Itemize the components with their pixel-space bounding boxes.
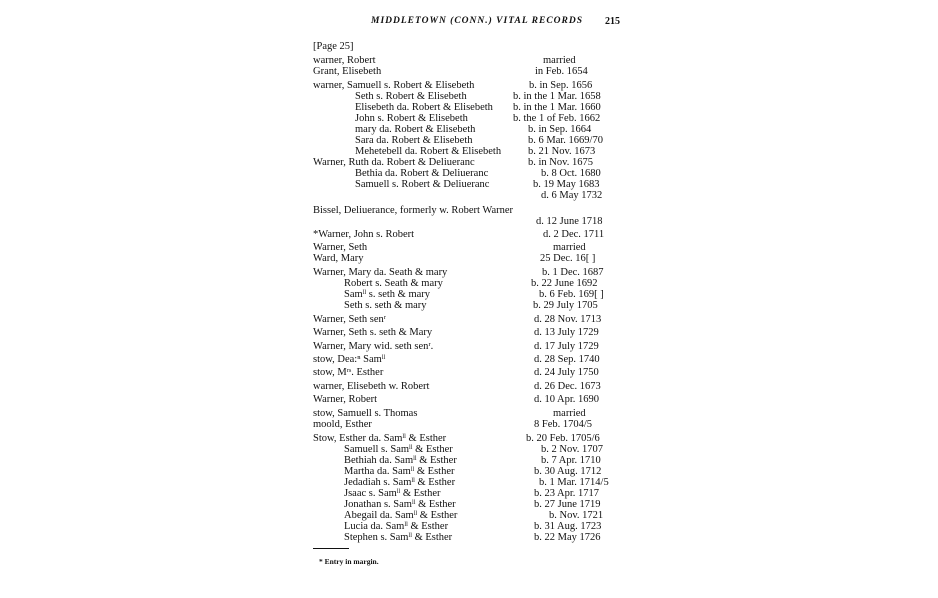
page-number: 215 bbox=[605, 16, 620, 27]
entry-event: b. in Sep. 1656 bbox=[529, 80, 593, 91]
entry-name: Martha da. Samˡˡ & Esther bbox=[344, 466, 455, 477]
entry-event: married bbox=[553, 408, 586, 419]
entry-event: 8 Feb. 1704/5 bbox=[534, 419, 593, 430]
entry-event: in Feb. 1654 bbox=[535, 66, 588, 77]
entry-name: Warner, Robert bbox=[313, 394, 378, 405]
entry-name: Stow, Esther da. Samˡˡ & Esther bbox=[313, 433, 447, 444]
entry-name: stow, Mʳˢ. Esther bbox=[313, 367, 384, 378]
entry-event: b. 21 Nov. 1673 bbox=[528, 146, 596, 157]
entry-event: b. 22 May 1726 bbox=[534, 532, 601, 543]
entry-name: Warner, Seth senʳ bbox=[313, 314, 387, 325]
entry-name: stow, Dea:ⁿ Samˡˡ bbox=[313, 354, 386, 365]
entry-name: Warner, Seth bbox=[313, 242, 368, 253]
entry-name: Bethia da. Robert & Deliueranc bbox=[355, 168, 489, 179]
entry-event: b. 31 Aug. 1723 bbox=[534, 521, 602, 532]
entry-event: d. 2 Dec. 1711 bbox=[543, 229, 605, 240]
entry-name: Warner, Mary da. Seath & mary bbox=[313, 267, 448, 278]
entry-event: d. 10 Apr. 1690 bbox=[534, 394, 600, 405]
entry-name: John s. Robert & Elisebeth bbox=[355, 113, 468, 124]
entry-event: b. 6 Feb. 169[ ] bbox=[539, 289, 604, 300]
entry-event: b. in the 1 Mar. 1658 bbox=[513, 91, 601, 102]
entry-name: Sara da. Robert & Elisebeth bbox=[355, 135, 473, 146]
entry-event: b. the 1 of Feb. 1662 bbox=[513, 113, 601, 124]
entry-name: Elisebeth da. Robert & Elisebeth bbox=[355, 102, 493, 113]
entry-event: d. 17 July 1729 bbox=[534, 341, 599, 352]
entry-name: Warner, Seth s. seth & Mary bbox=[313, 327, 433, 338]
entry-event: b. 1 Dec. 1687 bbox=[542, 267, 604, 278]
entry-name: Bissel, Deliuerance, formerly w. Robert Warner bbox=[313, 205, 514, 216]
entry-name: Jonathan s. Samˡˡ & Esther bbox=[344, 499, 456, 510]
entry-event: b. 2 Nov. 1707 bbox=[541, 444, 604, 455]
entry-event: b. in Nov. 1675 bbox=[528, 157, 593, 168]
entry-name: Ward, Mary bbox=[313, 253, 364, 264]
entry-name: Abegail da. Samˡˡ & Esther bbox=[344, 510, 458, 521]
entry-event: d. 26 Dec. 1673 bbox=[534, 381, 601, 392]
entry-name: warner, Elisebeth w. Robert bbox=[313, 381, 430, 392]
entry-event: d. 28 Nov. 1713 bbox=[534, 314, 602, 325]
entry-name: Samuell s. Samˡˡ & Esther bbox=[344, 444, 453, 455]
entry-event: d. 24 July 1750 bbox=[534, 367, 599, 378]
entry-event: b. 8 Oct. 1680 bbox=[541, 168, 601, 179]
entry-name: Lucia da. Samˡˡ & Esther bbox=[344, 521, 449, 532]
entry-name: mary da. Robert & Elisebeth bbox=[355, 124, 476, 135]
entry-name: Bethiah da. Samˡˡ & Esther bbox=[344, 455, 457, 466]
entry-event: 25 Dec. 16[ ] bbox=[540, 253, 596, 264]
entry-name: Stephen s. Samˡˡ & Esther bbox=[344, 532, 453, 543]
entry-event: married bbox=[553, 242, 586, 253]
entry-event: b. 27 June 1719 bbox=[534, 499, 601, 510]
entry-event: married bbox=[543, 55, 576, 66]
entry-event: b. 1 Mar. 1714/5 bbox=[539, 477, 609, 488]
footnote: * Entry in margin. bbox=[319, 557, 379, 566]
entry-event: d. 6 May 1732 bbox=[541, 190, 603, 201]
entry-event: b. 22 June 1692 bbox=[531, 278, 598, 289]
footnote-rule bbox=[313, 548, 349, 549]
entry-name: Samˡˡ s. seth & mary bbox=[344, 289, 431, 300]
entry-name: Mehetebell da. Robert & Elisebeth bbox=[355, 146, 502, 157]
entry-event: b. Nov. 1721 bbox=[549, 510, 604, 521]
entry-event: b. 20 Feb. 1705/6 bbox=[526, 433, 600, 444]
entry-event: b. 19 May 1683 bbox=[533, 179, 600, 190]
entry-event: b. 6 Mar. 1669/70 bbox=[528, 135, 603, 146]
entry-name: Seth s. seth & mary bbox=[344, 300, 427, 311]
page-marker: [Page 25] bbox=[313, 41, 354, 52]
entry-name: Robert s. Seath & mary bbox=[344, 278, 443, 289]
entry-name: Jsaac s. Samˡˡ & Esther bbox=[344, 488, 441, 499]
entry-event: b. 23 Apr. 1717 bbox=[534, 488, 600, 499]
entry-event: d. 12 June 1718 bbox=[536, 216, 603, 227]
entry-name: moold, Esther bbox=[313, 419, 372, 430]
entry-name: warner, Robert bbox=[313, 55, 376, 66]
entry-event: b. 30 Aug. 1712 bbox=[534, 466, 602, 477]
entry-event: b. in Sep. 1664 bbox=[528, 124, 592, 135]
entry-name: *Warner, John s. Robert bbox=[313, 229, 415, 240]
entry-name: stow, Samuell s. Thomas bbox=[313, 408, 418, 419]
entry-name: Samuell s. Robert & Deliueranc bbox=[355, 179, 490, 190]
entry-event: d. 13 July 1729 bbox=[534, 327, 599, 338]
entry-name: Jedadiah s. Samˡˡ & Esther bbox=[344, 477, 456, 488]
entry-name: Seth s. Robert & Elisebeth bbox=[355, 91, 467, 102]
entry-event: b. 7 Apr. 1710 bbox=[541, 455, 601, 466]
entry-event: b. 29 July 1705 bbox=[533, 300, 598, 311]
running-header: MIDDLETOWN (CONN.) VITAL RECORDS bbox=[371, 16, 583, 26]
entry-name: warner, Samuell s. Robert & Elisebeth bbox=[313, 80, 475, 91]
entry-name: Grant, Elisebeth bbox=[313, 66, 382, 77]
entry-name: Warner, Ruth da. Robert & Deliueranc bbox=[313, 157, 475, 168]
entry-event: b. in the 1 Mar. 1660 bbox=[513, 102, 601, 113]
entry-event: d. 28 Sep. 1740 bbox=[534, 354, 600, 365]
entry-name: Warner, Mary wid. seth senʳ. bbox=[313, 341, 434, 352]
